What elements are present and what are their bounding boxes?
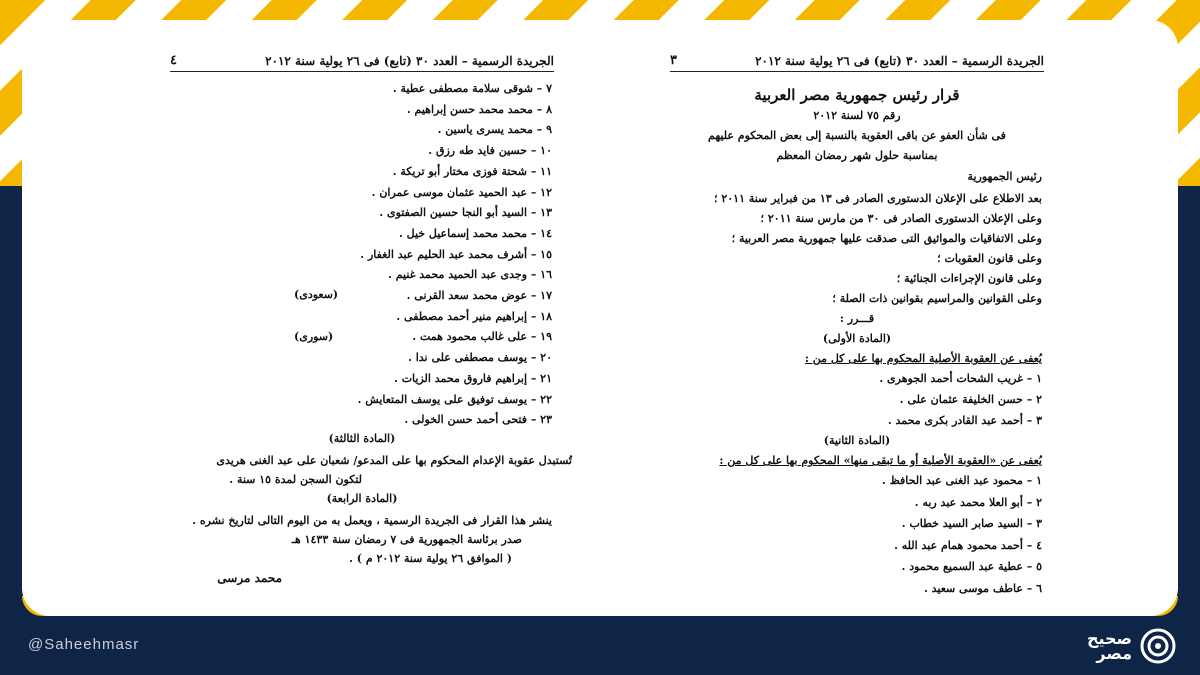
- list-item: ٢٢ – يوسف توفيق على يوسف المتعايش .: [357, 392, 552, 406]
- article-4-heading: (المادة الرابعة): [326, 492, 398, 505]
- decided-label: قـــرر :: [839, 312, 875, 325]
- list-item: ١٦ – وجدى عبد الحميد محمد غنيم .: [388, 268, 552, 282]
- article-1-heading: (المادة الأولى): [822, 332, 892, 345]
- list-item: ٢٠ – يوسف مصطفى على ندا .: [408, 351, 552, 365]
- article-3-text-2: لتكون السجن لمدة ١٥ سنة .: [229, 473, 362, 486]
- list-item: ٢ – أبو العلا محمد عبد ربه .: [914, 495, 1042, 509]
- saheeh-masr-logo: [1087, 628, 1176, 664]
- preamble-line: وعلى الاتفاقيات والمواثيق التى صدقت عليها جمهورية مصر العربية ؛: [731, 232, 1042, 245]
- list-item: ٢ – حسن الخليفة عثمان على .: [899, 393, 1042, 406]
- header-text: الجريدة الرسمية – العدد ٣٠ (تابع) فى ٢٦ يولية سنة ٢٠١٢: [755, 54, 1044, 68]
- list-item: ١ – غريب الشحات أحمد الجوهرى .: [879, 372, 1042, 385]
- article-2-intro: يُعفى عن «العقوبة الأصلية أو ما تبقى منها» المحكوم بها على كل من :: [719, 454, 1042, 467]
- page-number: ٤: [170, 53, 177, 68]
- preamble-line: وعلى قانون العقوبات ؛: [937, 252, 1042, 265]
- list-item: ٣ – السيد صابر السيد خطاب .: [901, 517, 1042, 530]
- list-item: ١٧ – عوض محمد سعد القرنى .: [406, 289, 552, 302]
- decree-number: رقم ٧٥ لسنة ٢٠١٢: [813, 109, 901, 122]
- gazette-page-3: [662, 20, 1052, 616]
- list-item: ١٥ – أشرف محمد عبد الحليم عبد الغفار .: [360, 247, 552, 261]
- president-heading: رئيس الجمهورية: [967, 170, 1042, 183]
- list-item: ٩ – محمد يسرى ياسين .: [437, 123, 552, 137]
- gazette-page-4: [162, 20, 572, 616]
- list-item: ٣ – أحمد عبد القادر بكرى محمد .: [887, 414, 1042, 427]
- page-header: [670, 46, 1044, 72]
- list-item: ١١ – شحتة فوزى مختار أبو تريكة .: [392, 164, 552, 178]
- list-item: ٨ – محمد محمد حسن إبراهيم .: [406, 102, 552, 116]
- list-item: ٧ – شوقى سلامة مصطفى عطية .: [392, 82, 552, 95]
- decree-title: قرار رئيس جمهورية مصر العربية: [754, 86, 960, 104]
- list-item: ٢٣ – فتحى أحمد حسن الخولى .: [404, 413, 552, 427]
- article-3-heading: (المادة الثالثة): [328, 432, 396, 445]
- list-item: ٢١ – إبراهيم فاروق محمد الزيات .: [394, 371, 552, 385]
- article-1-intro: يُعفى عن العقوبة الأصلية المحكوم بها على كل من :: [804, 352, 1042, 365]
- list-item: ١٩ – على غالب محمود همت .: [412, 330, 552, 344]
- preamble-line: وعلى الإعلان الدستورى الصادر فى ٣٠ من مارس سنة ٢٠١١ ؛: [760, 212, 1042, 225]
- article-2-heading: (المادة الثانية): [823, 434, 891, 447]
- decree-subject-2: بمناسبة حلول شهر رمضان المعظم: [776, 149, 938, 162]
- article-3-text-1: تُستبدل عقوبة الإعدام المحكوم بها على المدعو/ شعبان على عبد الغنى هريدى: [216, 454, 572, 467]
- logo-text-line-2: مصر: [1096, 644, 1132, 663]
- list-item: ٦ – عاطف موسى سعيد .: [923, 581, 1042, 595]
- list-item: ١٢ – عبد الحميد عثمان موسى عمران .: [371, 185, 552, 199]
- target-logo-icon: [1140, 628, 1176, 664]
- signature: محمد مرسى: [217, 571, 282, 585]
- list-item: ٤ – أحمد محمود همام عبد الله .: [894, 538, 1042, 552]
- issued-line: صدر برئاسة الجمهورية فى ٧ رمضان سنة ١٤٣٣ هـ: [291, 533, 522, 546]
- article-4-text: ينشر هذا القرار فى الجريدة الرسمية ، ويعمل به من اليوم التالى لتاريخ نشره .: [192, 514, 552, 527]
- logo-text: [1087, 631, 1132, 661]
- list-item: ١٣ – السيد أبو النجا حسين الصفتوى .: [379, 206, 552, 220]
- social-handle: @Saheehmasr: [28, 636, 140, 653]
- nationality-note-19: (سورى): [294, 330, 334, 343]
- preamble-line: وعلى القوانين والمراسيم بقوانين ذات الصلة ؛: [832, 292, 1042, 305]
- page-number: ٣: [670, 53, 677, 68]
- nationality-note-17: (سعودى): [294, 288, 339, 301]
- corresponding-date-line: ( الموافق ٢٦ يولية سنة ٢٠١٢ م ) .: [349, 552, 512, 565]
- preamble-line: بعد الاطلاع على الإعلان الدستورى الصادر فى ١٣ من فبراير سنة ٢٠١١ ؛: [714, 192, 1042, 205]
- list-item: ٥ – عطية عبد السميع محمود .: [901, 560, 1042, 573]
- list-item: ١٨ – إبراهيم منير أحمد مصطفى .: [396, 309, 552, 323]
- logo-text-line-1: صحيح: [1086, 629, 1132, 648]
- list-item: ١٠ – حسين فايد طه رزق .: [428, 144, 552, 158]
- header-text: الجريدة الرسمية – العدد ٣٠ (تابع) فى ٢٦ يولية سنة ٢٠١٢: [265, 54, 554, 68]
- decree-subject-1: فى شأن العفو عن باقى العقوبة بالنسبة إلى بعض المحكوم عليهم: [708, 129, 1006, 142]
- list-item: ١٤ – محمد محمد إسماعيل خيل .: [398, 226, 552, 240]
- page-header: [170, 46, 554, 72]
- document-card: [22, 20, 1178, 616]
- preamble-line: وعلى قانون الإجراءات الجنائية ؛: [896, 272, 1042, 285]
- list-item: ١ – محمود عبد الغنى عبد الحافظ .: [881, 474, 1042, 487]
